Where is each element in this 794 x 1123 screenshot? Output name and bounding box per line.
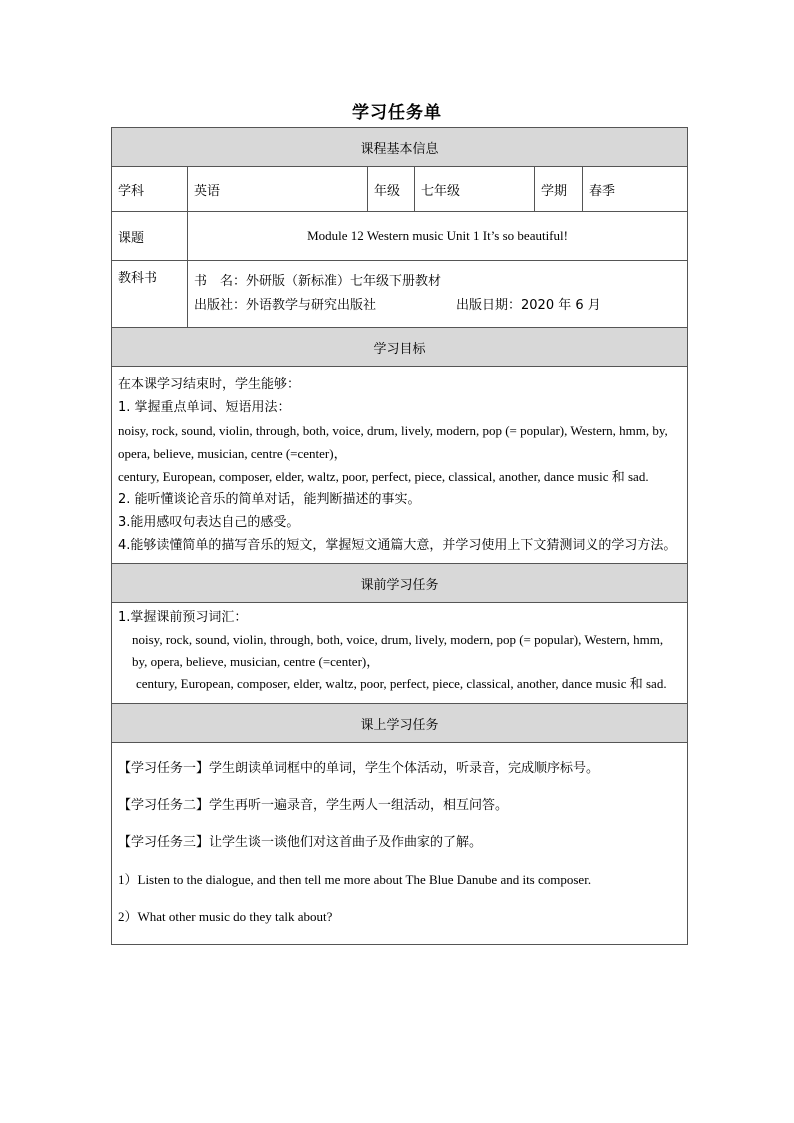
topic-label: 课题 [112,212,188,261]
pre-task-vocabulary-line-1: noisy, rock, sound, violin, through, both, voice, drum, lively, modern, pop (= popular), Western, hmm, by, opera, believe, musician, centre (=center)， [132,632,664,669]
class-tasks-content-row [112,743,688,945]
goal-vocabulary-line-1: noisy, rock, sound, violin, through, both, voice, drum, lively, modern, pop (= popular), Western, hmm, by, opera, believe, musician, centre (=center)， [118,423,668,461]
subject-label: 学科 [112,167,188,212]
class-tasks-header: 课上学习任务 [112,704,688,743]
class-tasks-content [112,743,688,945]
publisher: 出版社：外语教学与研究出版社 [194,298,377,313]
class-question-2: 2）What other music do they talk about? [118,909,333,924]
goal-item-1: 1. 掌握重点单词、短语用法： [118,400,291,415]
term-label: 学期 [535,167,583,212]
document-title: 学习任务单 [352,103,442,123]
goals-content [112,367,688,564]
class-task-1: 【学习任务一】学生朗读单词框中的单词，学生个体活动，听录音，完成顺序标号。 [118,761,600,776]
goal-item-4: 4.能够读懂简单的描写音乐的短文，掌握短文通篇大意，并学习使用上下文猜测词义的学习方法。 [118,538,677,553]
publisher-line [194,294,681,318]
pre-tasks-header: 课前学习任务 [112,564,688,603]
publication-date: 出版日期：2020 年 6 月 [456,298,601,313]
pre-tasks-content [112,603,688,704]
pre-tasks-content-row [112,603,688,704]
goal-item-3: 3.能用感叹句表达自己的感受。 [118,515,300,530]
class-tasks-header-row [112,704,688,743]
grade-value: 七年级 [415,167,535,212]
basic-info-header: 课程基本信息 [112,128,688,167]
goal-vocabulary-line-2: century, European, composer, elder, waltz, poor, perfect, piece, classical, another, dance music 和 sad. [118,469,649,484]
topic-value: Module 12 Western music Unit 1 It’s so beautiful! [188,212,688,261]
grade-label: 年级 [368,167,415,212]
subject-value: 英语 [188,167,368,212]
pre-tasks-header-row [112,564,688,603]
goals-intro: 在本课学习结束时，学生能够： [118,377,301,392]
goals-header: 学习目标 [112,328,688,367]
basic-info-header-row [112,128,688,167]
class-task-2: 【学习任务二】学生再听一遍录音，学生两人一组活动，相互问答。 [118,798,509,813]
textbook-label: 教科书 [112,261,188,328]
pre-task-item-1: 1.掌握课前预习词汇： [118,610,248,625]
task-sheet-table [111,127,688,945]
textbook-info [188,261,688,328]
book-name: 书 名：外研版（新标准）七年级下册教材 [194,274,442,289]
class-question-1: 1）Listen to the dialogue, and then tell me more about The Blue Danube and its composer. [118,872,592,887]
goal-item-2: 2. 能听懂谈论音乐的简单对话，能判断描述的事实。 [118,492,421,507]
goals-header-row [112,328,688,367]
class-task-3: 【学习任务三】让学生谈一谈他们对这首曲子及作曲家的了解。 [118,835,483,850]
term-value: 春季 [583,167,688,212]
pre-task-vocabulary-line-2: century, European, composer, elder, waltz, poor, perfect, piece, classical, another, dance music 和 sad. [136,676,667,691]
textbook-row [112,261,688,328]
subject-grade-term-row [112,167,688,212]
topic-row [112,212,688,261]
goals-content-row [112,367,688,564]
